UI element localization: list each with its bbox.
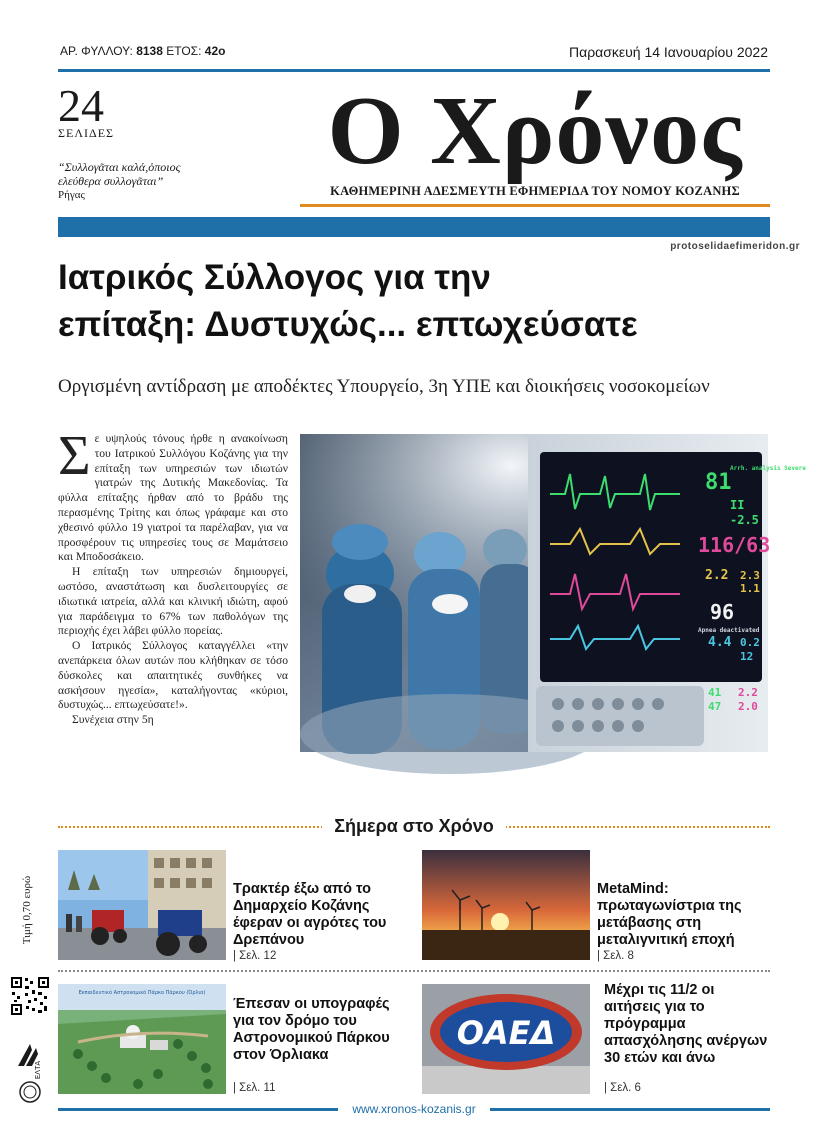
card-4-title[interactable]: Μέχρι τις 11/2 οι αιτήσεις για το πρόγραμμα απασχόλησης ανέργων 30 ετών και άνω — [604, 982, 768, 1066]
monitor-spo2: 96 — [710, 600, 735, 624]
pages-label: ΣΕΛΙΔΕΣ — [58, 126, 115, 140]
paragraph-2: Η επίταξη των υπηρεσιών δημιουργεί, ωστόσο, αναστάτωση και δυσλειτουργίες σε ιδιωτικά ιατρεία, αλλά και κλινική ιδιώτη, αφού για παράδειγμα το 67% των παθολόγων της περιοχής έχει λάβει φύλλο πορείας. — [58, 565, 288, 638]
issue-date: Παρασκευή 14 Ιανουαρίου 2022 — [568, 44, 768, 60]
watermark: protoselidaefimeridon.gr — [670, 241, 800, 252]
monitor-bp: 116/63 — [698, 533, 771, 557]
masthead-logo[interactable]: Ο Χρόνος — [327, 77, 743, 185]
issue-info — [60, 44, 225, 58]
monitor-v2: 2.3 — [740, 569, 760, 582]
card-1-page: | Σελ. 12 — [233, 950, 277, 962]
oaed-logo-text: ΟΑΕΔ — [456, 1014, 556, 1052]
card-3-title[interactable]: Έπεσαν οι υπογραφές για τον δρόμο του Αστρονομικού Πάρκου στον Όρλιακα — [233, 996, 390, 1063]
card-1-photo-tractors[interactable] — [58, 850, 226, 960]
card-2-title[interactable]: MetaMind: πρωταγωνίστρια της μετάβασης στη μεταλιγνιτική εποχή — [597, 881, 742, 948]
continue-link[interactable]: Συνέχεια στην 5η — [72, 713, 154, 727]
drop-cap: Σ — [58, 425, 91, 487]
monitor-v7: 41 — [708, 686, 722, 699]
card-1-title[interactable]: Τρακτέρ έξω από το Δημαρχείο Κοζάνης έφεραν οι αγρότες του Δρεπάνου — [233, 881, 387, 948]
elta-text: ΕΛΤΑ — [34, 1060, 42, 1080]
qr-code[interactable] — [10, 976, 50, 1016]
paragraph-3: Ο Ιατρικός Σύλλογος καταγγέλλει «την ανεπάρκεια όλων αυτών που κλήθηκαν σε τόσο δύσκολες και απαιτητικές συνθήκες να ασκήσουν ηγεσία», καταλήγοντας «κύριοι, δυστυχώς... επτωχεύσατε!». — [58, 639, 288, 712]
row-separator — [58, 970, 770, 972]
card-3-image-caption: Εκπαιδευτικό Αστρονομικό Πάρκο Πάρκου (Όρλια) — [78, 990, 206, 996]
stamp-icon — [18, 1080, 42, 1104]
monitor-v3: 1.1 — [740, 582, 760, 595]
motto-author: Ρήγας — [58, 189, 85, 201]
paragraph-1: ε υψηλούς τόνους ήρθε η ανακοίνωση του Ιατρικού Συλλόγου Κοζάνης για την επίταξη των υπηρεσιών των ιδιωτών γιατρών της Δυτικής Μακεδονίας. Τα φύλλα επίταξης ήρθαν από το βράδυ της περασμένης Τρίτης και όπως γράφαμε και στο χθεσινό φύλλο 19 γιατροί τα παρέλαβαν, για να προσφέρουν τις υπηρεσίες τους σε Μαμάτσειο και Μποδοσάκειο. — [58, 432, 288, 564]
card-3-page: | Σελ. 11 — [233, 1082, 276, 1094]
price-text: Τιμή 0,70 ευρώ — [21, 875, 33, 945]
section-title-text: Σήμερα στο Χρόνο — [322, 816, 506, 836]
monitor-arrh-label: Arrh. analysis Severe — [730, 465, 806, 472]
card-2-page: | Σελ. 8 — [597, 950, 634, 962]
monitor-lead-b: -2.5 — [730, 513, 759, 527]
headline-line-1: Ιατρικός Σύλλογος για την — [58, 258, 491, 297]
monitor-hr: 81 — [705, 470, 732, 495]
elta-logo — [14, 1036, 44, 1080]
monitor-v4: 4.4 — [708, 635, 732, 650]
lead-headline[interactable] — [58, 254, 778, 348]
headline-line-2: επίταξη: Δυστυχώς... επτωχεύσατε — [58, 305, 638, 344]
issue-number: 8138 — [136, 44, 163, 58]
monitor-lead-a: II — [730, 498, 745, 512]
lead-subheadline: Οργισμένη αντίδραση με αποδέκτες Υπουργείο, 3η ΥΠΕ και διοικήσεις νοσοκομείων — [58, 376, 710, 397]
lead-photo-operating-room — [300, 434, 806, 752]
card-4-photo-oaed-sign[interactable] — [422, 984, 590, 1094]
header-blue-bar — [58, 217, 770, 237]
year-number: 42ο — [204, 44, 226, 58]
monitor-v5: 0.2 — [740, 636, 760, 649]
monitor-apnea-label: Apnea deactivated — [698, 627, 760, 634]
monitor-v1: 2.2 — [705, 568, 729, 583]
monitor-v10: 2.0 — [738, 700, 758, 713]
motto-quote: “Συλλογᾶται καλά,ὁποιος ελεύθερα συλλογᾶται” — [58, 160, 181, 188]
orange-rule — [300, 204, 770, 207]
monitor-v8: 47 — [708, 700, 722, 713]
monitor-v6: 12 — [740, 650, 754, 663]
masthead-tagline: ΚΑΘΗΜΕΡΙΝΗ ΑΔΕΣΜΕΥΤΗ ΕΦΗΜΕΡΙΔΑ ΤΟΥ ΝΟΜΟΥ ΚΟΖΑΝΗΣ — [330, 184, 740, 198]
card-4-page: | Σελ. 6 — [604, 1082, 641, 1094]
card-3-photo-astronomical-park[interactable] — [58, 984, 226, 1094]
pages-count: 24 — [58, 80, 104, 131]
year-label: ΕΤΟΣ: — [166, 44, 202, 58]
lead-article-body — [58, 425, 288, 728]
top-rule — [58, 69, 770, 72]
footer-website-link[interactable]: www.xronos-kozanis.gr — [352, 1102, 476, 1116]
issue-label: ΑΡ. ΦΥΛΛΟΥ: — [60, 44, 133, 58]
monitor-v9: 2.2 — [738, 686, 758, 699]
card-2-photo-wind-sunset[interactable] — [422, 850, 590, 960]
price-vertical — [14, 862, 40, 972]
